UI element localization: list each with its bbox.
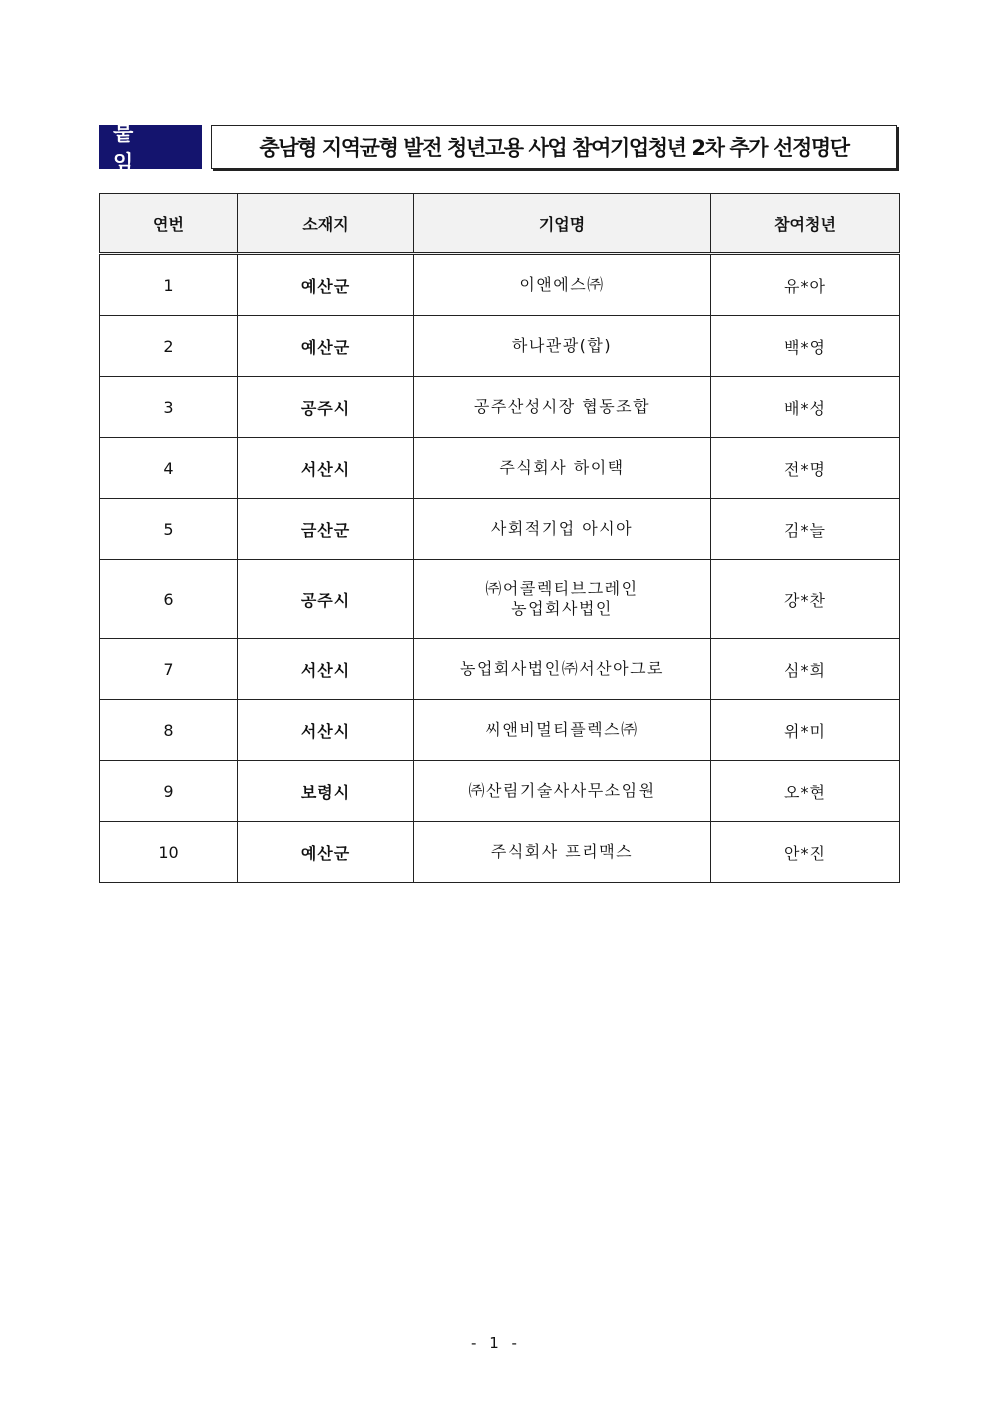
document-title: 충남형 지역균형 발전 청년고용 사업 참여기업청년 2차 추가 선정명단 [211,125,897,169]
youth-cell: 유*아 [711,254,900,316]
company-name: 주식회사 하이택 [499,458,625,477]
company-name: 사회적기업 아시아 [490,519,634,538]
row-number: 1 [100,254,238,316]
region-cell: 서산시 [238,639,414,700]
company-cell [414,499,711,560]
column-header-company: 기업명 [414,194,711,254]
row-number: 6 [100,560,238,639]
table-row [100,639,900,700]
company-name-line-2: 농업회사법인 [511,599,613,618]
row-number: 10 [100,822,238,883]
table-row [100,316,900,377]
region-cell: 서산시 [238,438,414,499]
company-name-line-1: ㈜어콜렉티브그레인 [485,579,639,598]
table-row [100,438,900,499]
company-cell [414,822,711,883]
company-cell [414,254,711,316]
region-cell: 예산군 [238,254,414,316]
region-cell: 예산군 [238,316,414,377]
youth-cell: 안*진 [711,822,900,883]
company-name: 공주산성시장 협동조합 [473,397,651,416]
row-number: 2 [100,316,238,377]
company-name: 이앤에스㈜ [519,275,605,294]
region-cell: 공주시 [238,560,414,639]
row-number: 7 [100,639,238,700]
region-cell: 공주시 [238,377,414,438]
row-number: 3 [100,377,238,438]
row-number: 4 [100,438,238,499]
youth-cell: 오*현 [711,761,900,822]
title-row [99,121,899,175]
region-cell: 예산군 [238,822,414,883]
company-name: 하나관광(합) [511,336,613,355]
company-cell [414,316,711,377]
column-header-youth: 참여청년 [711,194,900,254]
page-number: - 1 - [471,1334,521,1352]
youth-cell: 백*영 [711,316,900,377]
selection-table [99,193,900,883]
company-cell [414,377,711,438]
table-row [100,254,900,316]
company-cell [414,639,711,700]
youth-cell: 전*명 [711,438,900,499]
column-header-no: 연번 [100,194,238,254]
row-number: 5 [100,499,238,560]
table-header-row [100,194,900,254]
company-cell [414,560,711,639]
company-cell [414,700,711,761]
company-cell [414,761,711,822]
column-header-region: 소재지 [238,194,414,254]
youth-cell: 김*늘 [711,499,900,560]
row-number: 8 [100,700,238,761]
table-row [100,560,900,639]
company-name: 농업회사법인㈜서산아그로 [459,659,665,678]
company-name: 씨앤비멀티플렉스㈜ [485,720,639,739]
table-row [100,761,900,822]
youth-cell: 강*찬 [711,560,900,639]
company-cell [414,438,711,499]
company-name: 주식회사 프리맥스 [490,842,634,861]
youth-cell: 위*미 [711,700,900,761]
region-cell: 금산군 [238,499,414,560]
table-row [100,499,900,560]
youth-cell: 배*성 [711,377,900,438]
region-cell: 서산시 [238,700,414,761]
table-row [100,700,900,761]
youth-cell: 심*희 [711,639,900,700]
table-row [100,377,900,438]
region-cell: 보령시 [238,761,414,822]
row-number: 9 [100,761,238,822]
company-name: ㈜산림기술사사무소임원 [468,781,656,800]
table-row [100,822,900,883]
attachment-badge: 붙 임 [99,125,202,169]
